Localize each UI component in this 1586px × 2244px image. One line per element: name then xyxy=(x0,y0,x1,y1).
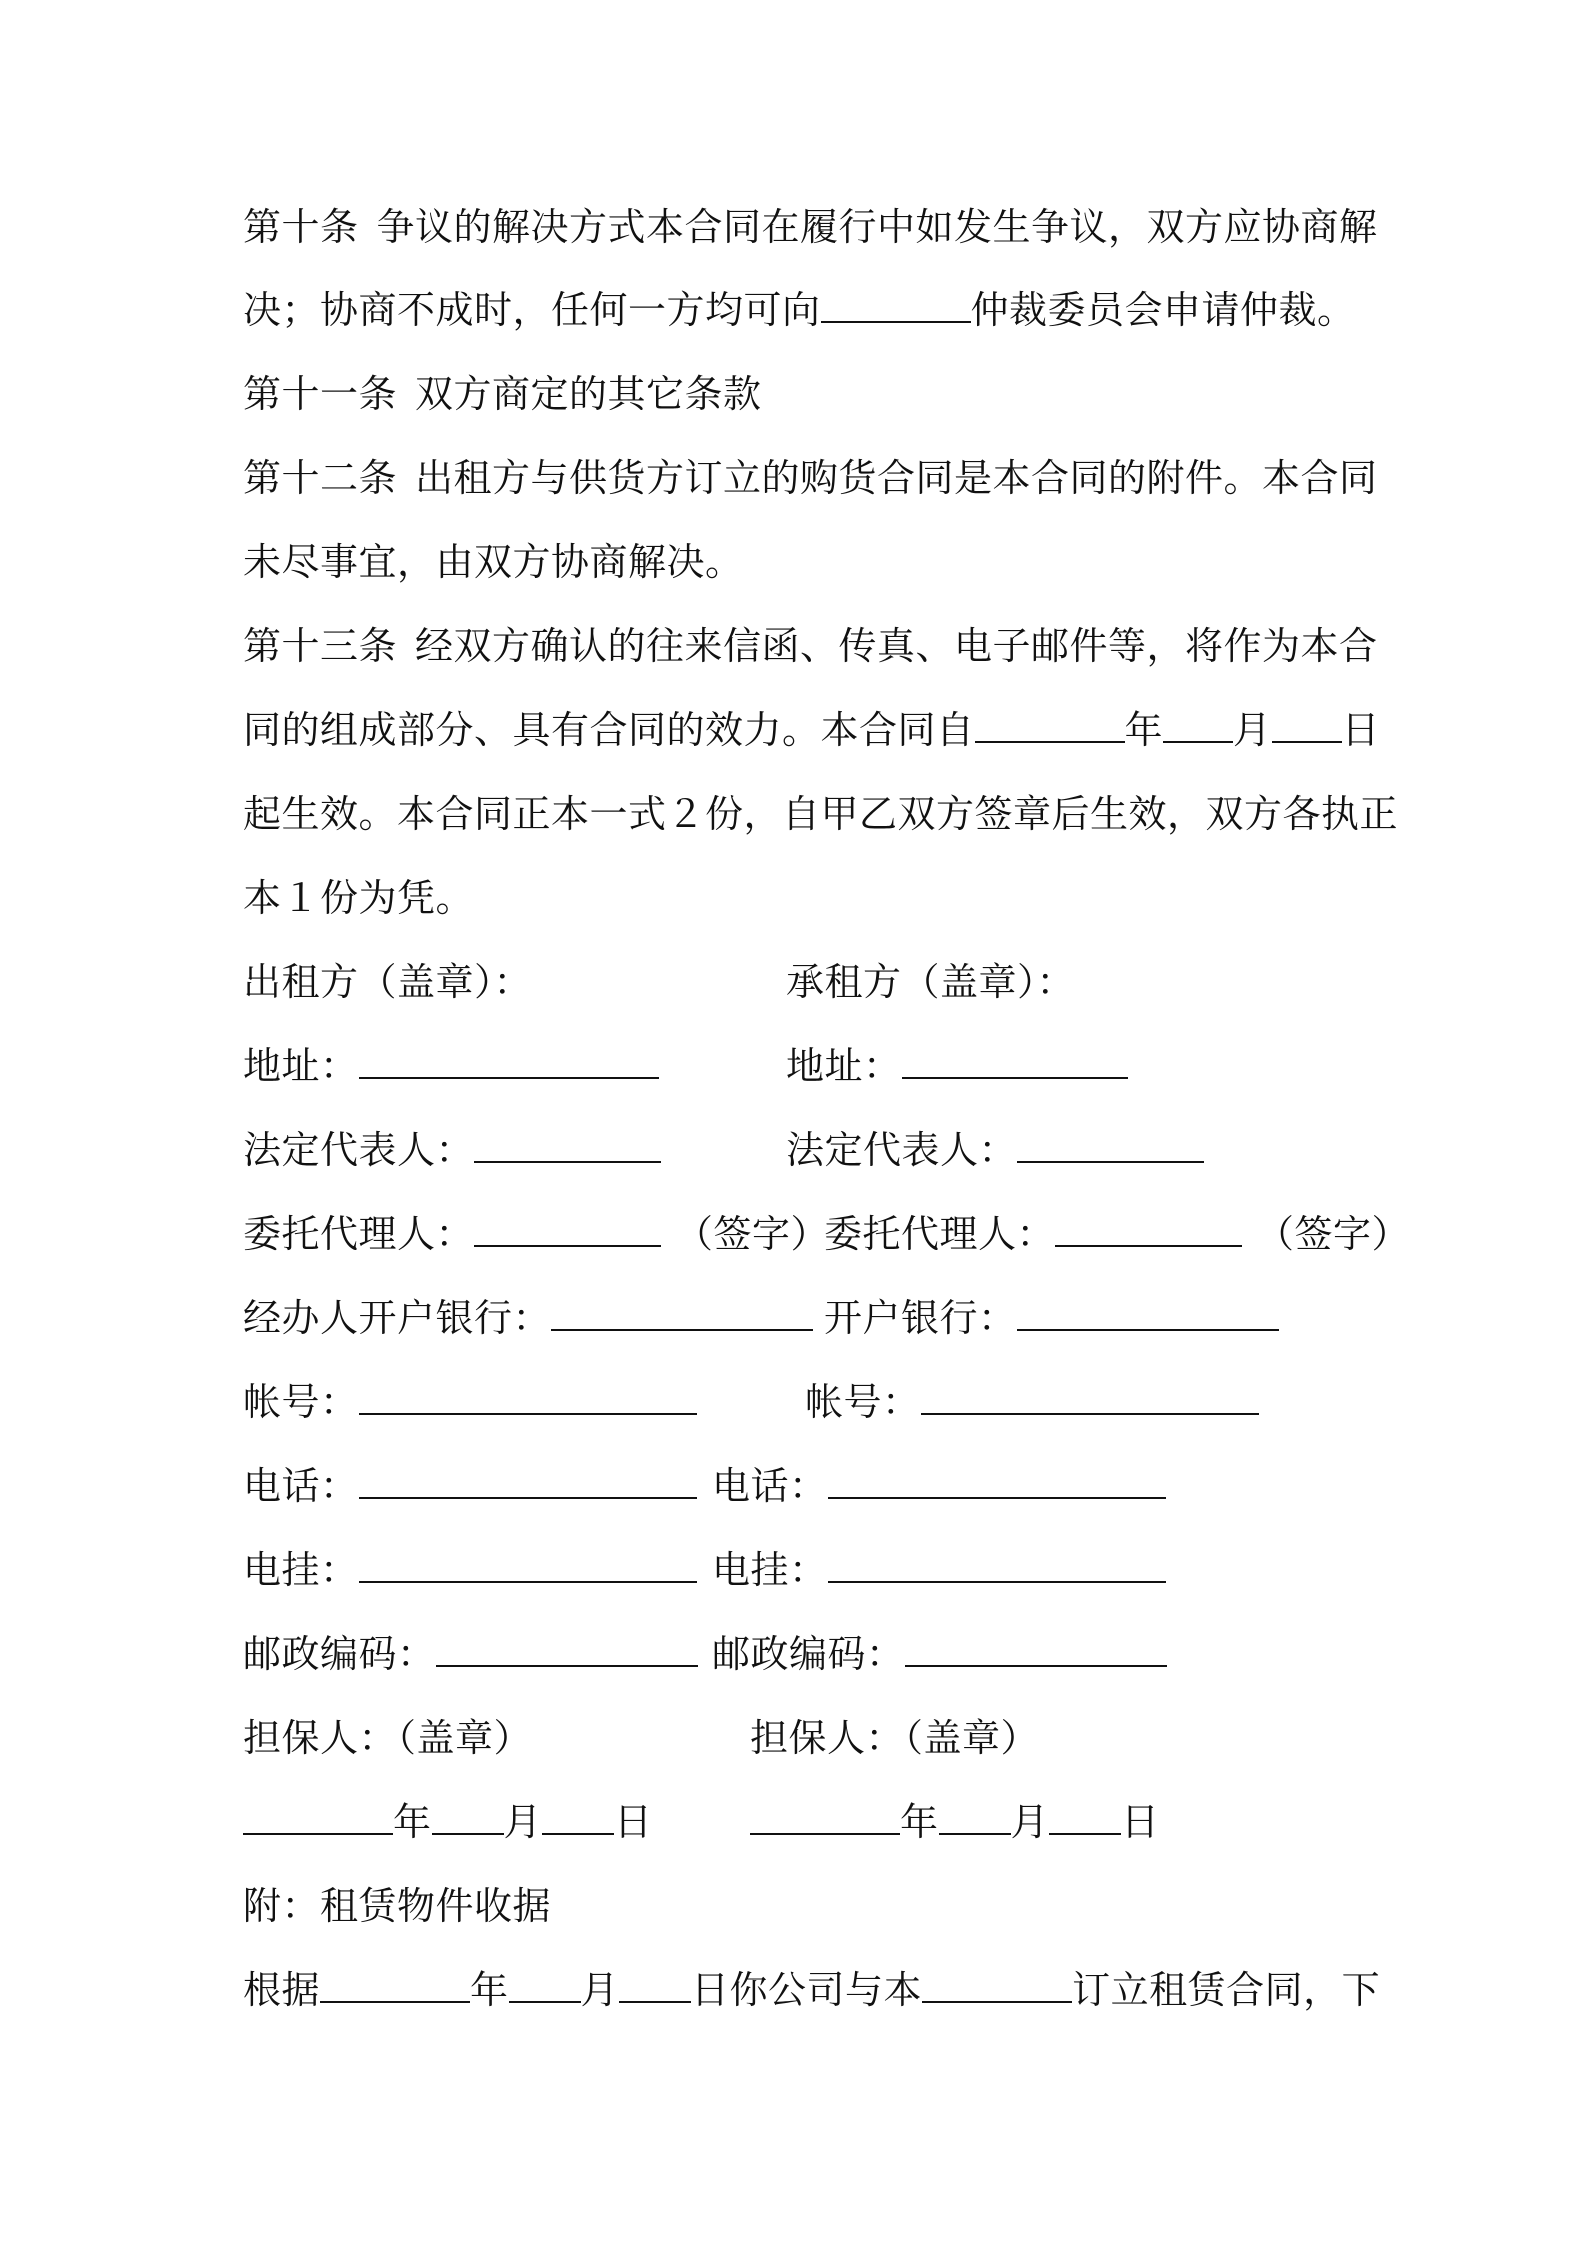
lessor-postcode-row xyxy=(243,1631,698,1677)
lessee-guarantor-label: 担保人：（盖章） xyxy=(750,1716,1040,1760)
arbitration-committee-blank[interactable] xyxy=(821,287,971,323)
lessor-year-label: 年 xyxy=(393,1800,432,1844)
lessor-date-row xyxy=(243,1799,653,1845)
article-11-line xyxy=(243,371,762,417)
lessor-phone-label: 电话： xyxy=(243,1464,359,1508)
article-10-heading: 第十条 xyxy=(243,205,359,249)
article-10-line-2 xyxy=(243,287,1356,333)
lessor-address-field[interactable] xyxy=(359,1043,659,1079)
lessee-date-row xyxy=(750,1799,1160,1845)
article-13-line-3 xyxy=(243,791,1398,837)
lessor-date-day-field[interactable] xyxy=(542,1799,614,1835)
lessee-account-field[interactable] xyxy=(921,1379,1259,1415)
lessee-postcode-row xyxy=(712,1631,1167,1677)
lessee-telex-row xyxy=(712,1547,1166,1593)
lessor-seal-row xyxy=(243,959,532,1005)
lessor-legal-rep-row xyxy=(243,1127,661,1173)
appendix-company-field[interactable] xyxy=(922,1967,1072,2003)
lessee-phone-label: 电话： xyxy=(712,1464,828,1508)
article-10-text-end: 仲裁委员会申请仲裁。 xyxy=(970,288,1356,332)
lessee-address-row xyxy=(786,1043,1128,1089)
lessor-telex-row xyxy=(243,1547,697,1593)
article-13-text-cont-2: 起生效。本合同正本一式２份，自甲乙双方签章后生效，双方各执正 xyxy=(243,792,1399,836)
lessor-telex-field[interactable] xyxy=(359,1547,697,1583)
handler-bank-field[interactable] xyxy=(551,1295,813,1331)
lessee-date-year-field[interactable] xyxy=(750,1799,900,1835)
article-12-text: 出租方与供货方订立的购货合同是本合同的附件。本合同 xyxy=(415,456,1378,500)
lessee-account-label: 帐号： xyxy=(805,1380,921,1424)
lessee-telex-label: 电挂： xyxy=(712,1548,828,1592)
lessee-address-label: 地址： xyxy=(786,1044,902,1088)
lessee-bank-row xyxy=(824,1295,1279,1341)
lessor-phone-field[interactable] xyxy=(359,1463,697,1499)
lessor-phone-row xyxy=(243,1463,697,1509)
lessee-legal-rep-row xyxy=(786,1127,1204,1173)
lessee-seal-row xyxy=(786,959,1075,1005)
effective-year-blank[interactable] xyxy=(975,707,1125,743)
article-13-line-1 xyxy=(243,623,1378,669)
lessor-address-label: 地址： xyxy=(243,1044,359,1088)
lessor-agent-row xyxy=(243,1211,829,1257)
effective-month-blank[interactable] xyxy=(1163,707,1233,743)
lessee-account-row xyxy=(805,1379,1259,1425)
lessor-guarantor-label: 担保人：（盖章） xyxy=(243,1716,533,1760)
appendix-text-b: 日你公司与本 xyxy=(691,1968,923,2012)
month-label: 月 xyxy=(1233,708,1272,752)
lessee-bank-label: 开户银行： xyxy=(824,1296,1017,1340)
lessee-seal-label: 承租方（盖章）： xyxy=(786,960,1076,1004)
appendix-title-row xyxy=(243,1883,551,1929)
lessee-agent-field[interactable] xyxy=(1055,1211,1242,1247)
lessee-address-field[interactable] xyxy=(902,1043,1128,1079)
article-10-line-1 xyxy=(243,204,1378,250)
lessor-date-month-field[interactable] xyxy=(432,1799,504,1835)
lessee-postcode-field[interactable] xyxy=(905,1631,1167,1667)
lessor-account-field[interactable] xyxy=(359,1379,697,1415)
article-12-heading: 第十二条 xyxy=(243,456,398,500)
lessee-guarantor-row xyxy=(750,1715,1039,1761)
lessor-address-row xyxy=(243,1043,659,1089)
article-13-heading: 第十三条 xyxy=(243,624,398,668)
lessor-sign-note: （签字） xyxy=(675,1212,830,1256)
lessee-phone-field[interactable] xyxy=(828,1463,1166,1499)
day-label: 日 xyxy=(1341,708,1381,752)
article-10-text: 争议的解决方式本合同在履行中如发生争议，双方应协商解 xyxy=(376,205,1378,249)
appendix-line-1 xyxy=(243,1967,1380,2013)
lessor-agent-label: 委托代理人： xyxy=(243,1212,475,1256)
lessor-account-row xyxy=(243,1379,697,1425)
appendix-text-a: 根据 xyxy=(243,1968,321,2012)
appendix-year-field[interactable] xyxy=(320,1967,470,2003)
article-13-line-2 xyxy=(243,707,1380,753)
appendix-year-label: 年 xyxy=(470,1968,509,2012)
appendix-month-field[interactable] xyxy=(509,1967,581,2003)
lessor-guarantor-row xyxy=(243,1715,532,1761)
lessor-seal-label: 出租方（盖章）： xyxy=(243,960,533,1004)
appendix-text-c: 订立租赁合同，下 xyxy=(1072,1968,1381,2012)
article-11-heading: 第十一条 xyxy=(243,372,398,416)
lessor-postcode-label: 邮政编码： xyxy=(243,1632,436,1676)
lessee-date-day-field[interactable] xyxy=(1049,1799,1121,1835)
lessee-phone-row xyxy=(712,1463,1166,1509)
lessor-postcode-field[interactable] xyxy=(436,1631,698,1667)
article-13-line-4 xyxy=(243,875,474,921)
article-12-text-cont: 未尽事宜，由双方协商解决。 xyxy=(243,540,744,584)
lessor-day-label: 日 xyxy=(614,1800,653,1844)
lessor-account-label: 帐号： xyxy=(243,1380,359,1424)
lessee-postcode-label: 邮政编码： xyxy=(712,1632,905,1676)
lessee-year-label: 年 xyxy=(900,1800,939,1844)
lessor-date-year-field[interactable] xyxy=(243,1799,393,1835)
lessee-legal-rep-label: 法定代表人： xyxy=(786,1128,1018,1172)
article-10-text-cont: 决；协商不成时，任何一方均可向 xyxy=(243,288,821,332)
lessor-agent-field[interactable] xyxy=(474,1211,661,1247)
lessee-telex-field[interactable] xyxy=(828,1547,1166,1583)
article-11-text: 双方商定的其它条款 xyxy=(415,372,762,416)
appendix-month-label: 月 xyxy=(580,1968,620,2012)
article-13-text-cont: 同的组成部分、具有合同的效力。本合同自 xyxy=(243,708,975,752)
handler-bank-label: 经办人开户银行： xyxy=(243,1296,552,1340)
lessor-legal-rep-label: 法定代表人： xyxy=(243,1128,475,1172)
lessee-month-label: 月 xyxy=(1010,1800,1050,1844)
lessee-day-label: 日 xyxy=(1121,1800,1160,1844)
article-12-line-2 xyxy=(243,539,744,585)
appendix-day-field[interactable] xyxy=(619,1967,691,2003)
handler-bank-row xyxy=(243,1295,813,1341)
lessor-month-label: 月 xyxy=(503,1800,543,1844)
lessee-agent-label: 委托代理人： xyxy=(824,1212,1056,1256)
lessee-date-month-field[interactable] xyxy=(939,1799,1011,1835)
lessee-sign-note: （签字） xyxy=(1256,1212,1411,1256)
article-13-text: 经双方确认的往来信函、传真、电子邮件等，将作为本合 xyxy=(415,624,1378,668)
article-12-line-1 xyxy=(243,455,1378,501)
lessee-agent-row xyxy=(824,1211,1410,1257)
appendix-title: 附：租赁物件收据 xyxy=(243,1884,552,1928)
article-13-text-end: 本１份为凭。 xyxy=(243,876,475,920)
lessor-telex-label: 电挂： xyxy=(243,1548,359,1592)
effective-day-blank[interactable] xyxy=(1272,707,1342,743)
lessee-bank-field[interactable] xyxy=(1017,1295,1279,1331)
year-label: 年 xyxy=(1124,708,1164,752)
lessor-legal-rep-field[interactable] xyxy=(474,1127,661,1163)
lessee-legal-rep-field[interactable] xyxy=(1017,1127,1204,1163)
